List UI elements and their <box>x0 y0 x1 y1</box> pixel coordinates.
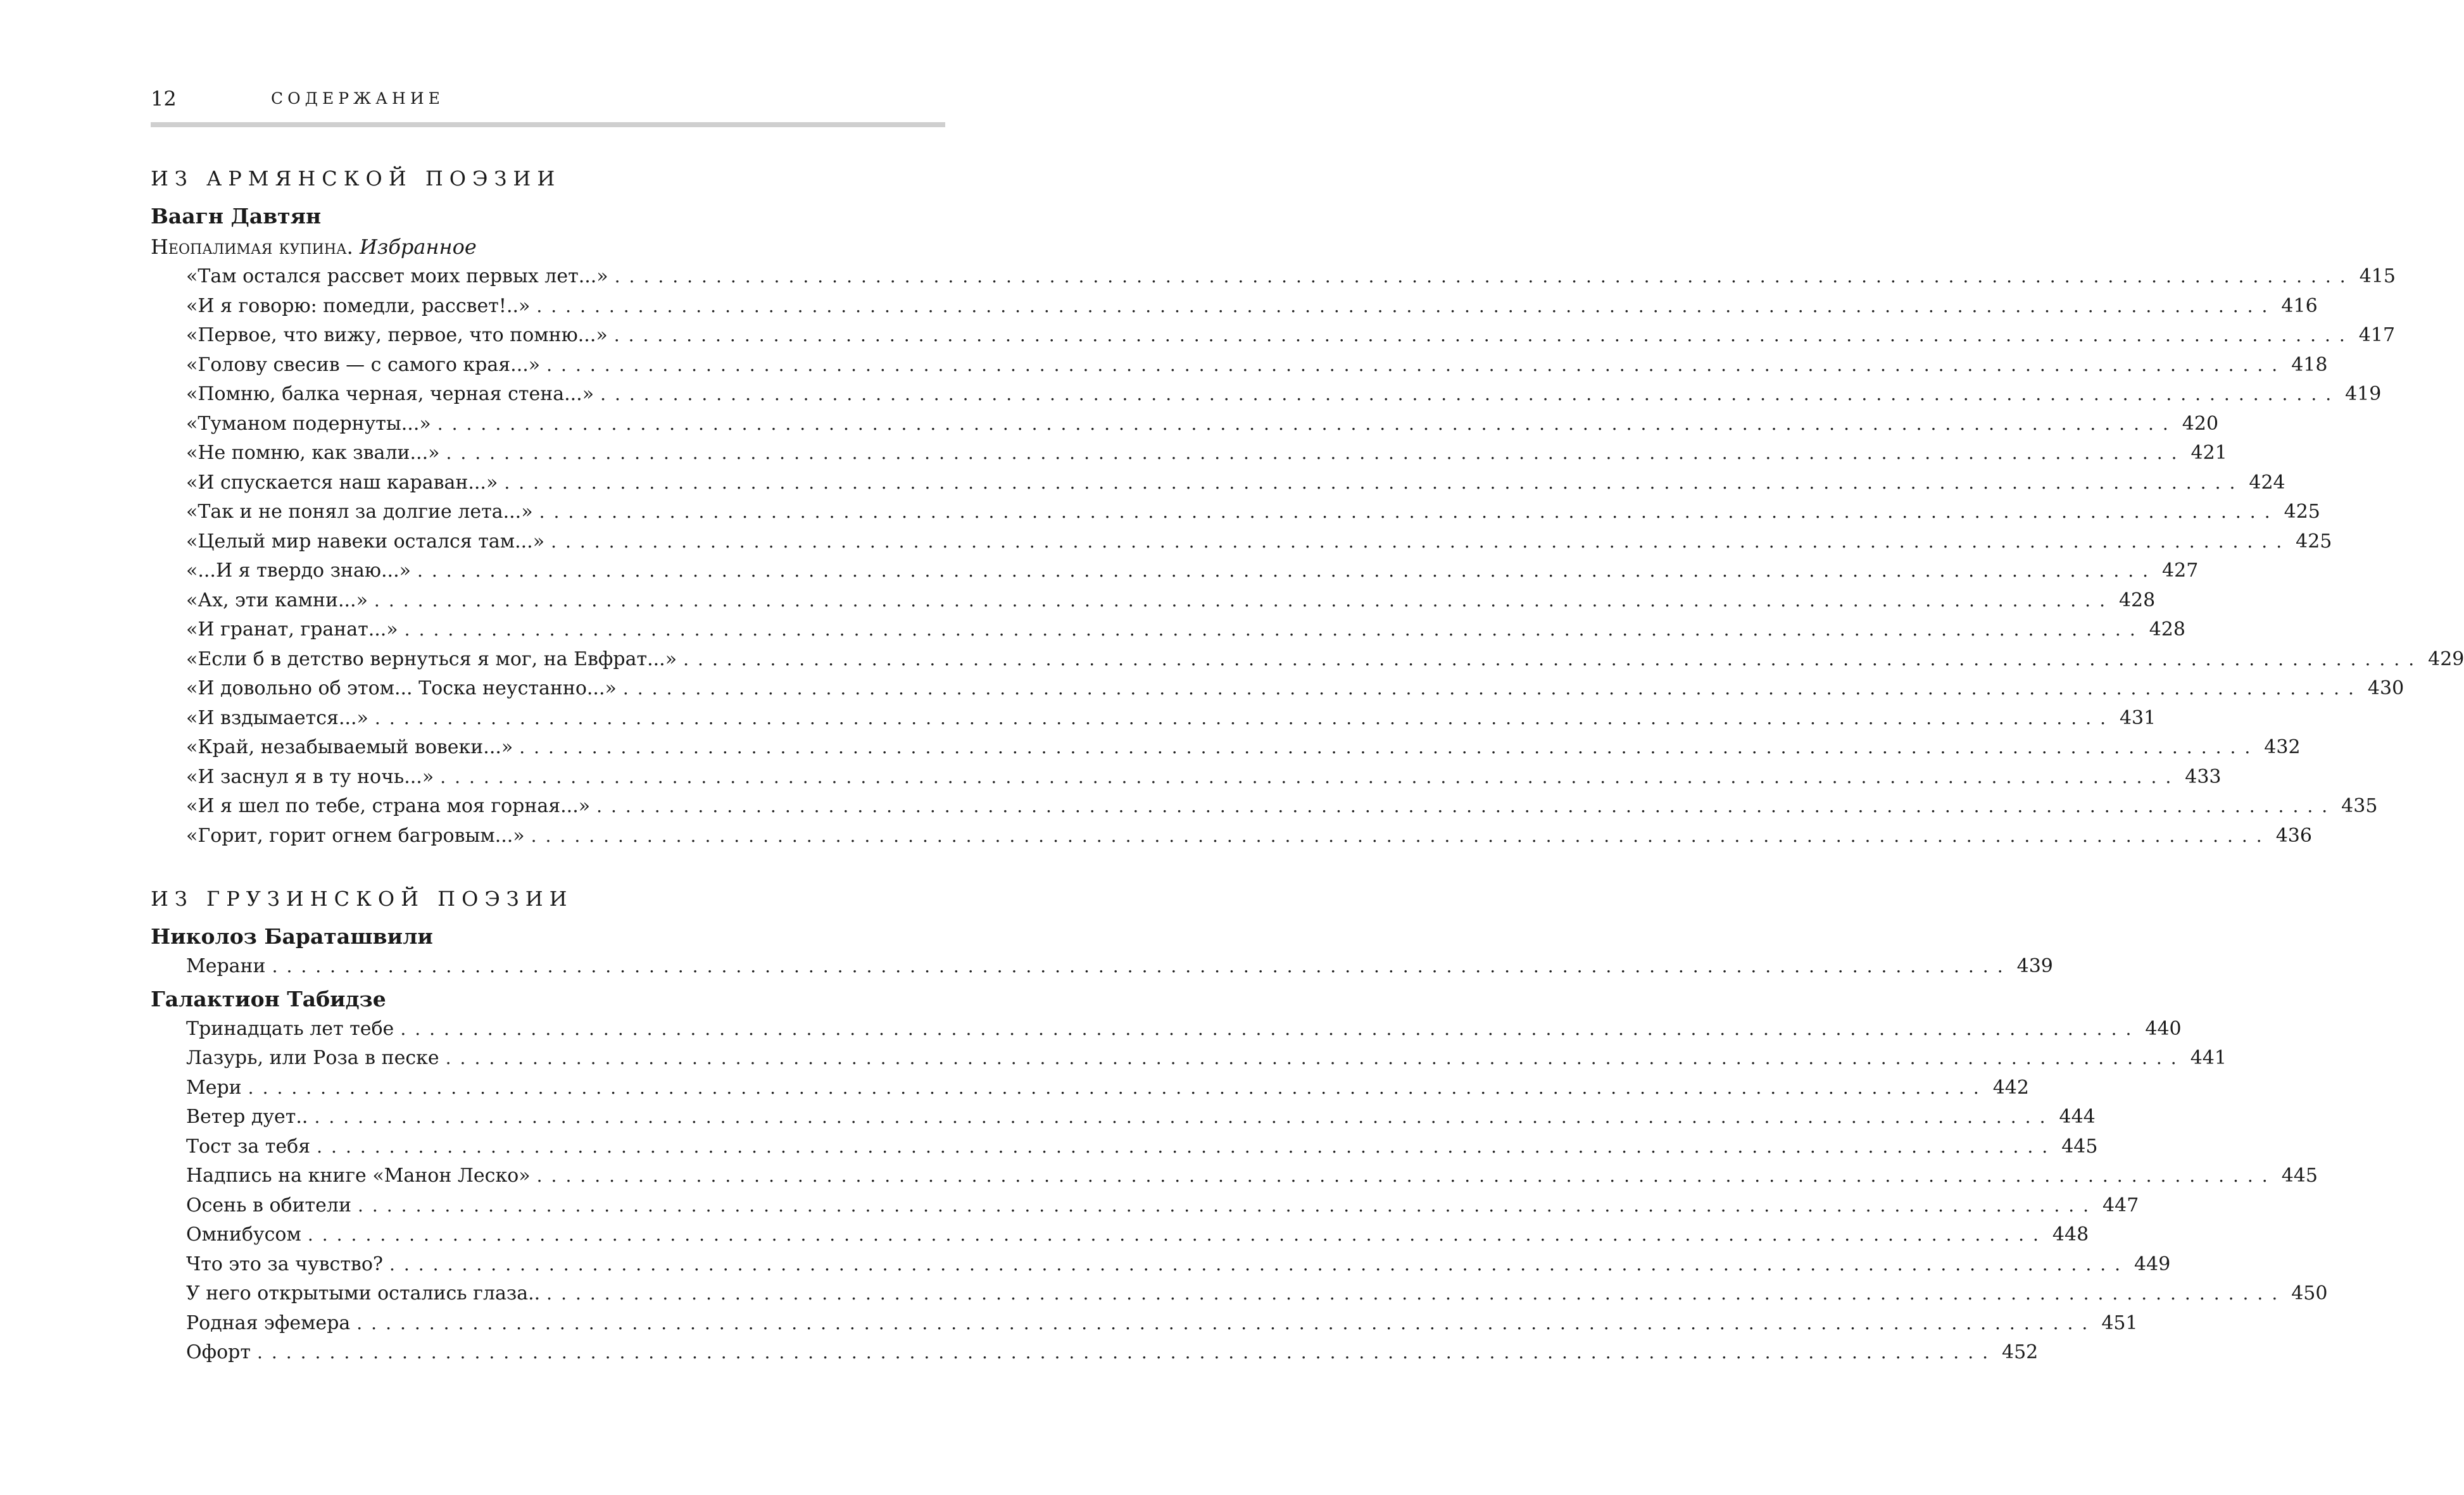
toc-entry <box>151 1103 2096 1132</box>
entry-title: Тост за тебя <box>186 1135 311 1158</box>
entry-page-number: 421 <box>2191 442 2227 464</box>
toc-entry <box>151 704 2156 734</box>
entry-title: Надпись на книге «Манон Леско» <box>186 1165 531 1187</box>
entry-title: «И я шел по тебе, страна моя горная...» <box>186 795 591 817</box>
dot-leader: ........................................................................................................................ <box>531 825 2271 846</box>
entry-page-number: 445 <box>2281 1165 2318 1187</box>
dot-leader: ........................................................................................................................ <box>440 766 2180 787</box>
dot-leader: ........................................................................................................................ <box>356 1312 2097 1334</box>
entry-page-number: 450 <box>2291 1282 2328 1304</box>
entry-title: Мери <box>186 1076 242 1099</box>
toc-entry <box>151 321 2396 351</box>
entry-title: «И я говорю: помедли, рассвет!..» <box>186 294 531 317</box>
entry-page-number: 428 <box>2149 618 2185 641</box>
entry-page-number: 452 <box>2002 1341 2039 1363</box>
entry-title: «Туманом подернуты...» <box>186 412 431 435</box>
dot-leader: ........................................................................................................................ <box>622 678 2363 699</box>
toc-entry <box>151 615 2185 645</box>
dot-leader: ........................................................................................................................ <box>536 295 2277 316</box>
entry-page-number: 449 <box>2134 1253 2171 1275</box>
entry-page-number: 436 <box>2275 824 2312 847</box>
toc-entry <box>151 1250 2171 1280</box>
entry-page-number: 444 <box>2059 1106 2096 1128</box>
entry-title: «И спускается наш караван...» <box>186 471 498 494</box>
toc-entry <box>151 262 2396 292</box>
entry-page-number: 425 <box>2284 501 2320 523</box>
entry-title: «И довольно об этом... Тоска неустанно...» <box>186 677 617 699</box>
section-armenian-poetry <box>151 166 2464 851</box>
dot-leader: ........................................................................................................................ <box>614 266 2354 287</box>
entry-page-number: 441 <box>2190 1047 2227 1069</box>
toc-entry <box>151 527 2332 557</box>
page-header <box>151 86 945 111</box>
entry-title: «Помню, балка черная, черная стена...» <box>186 383 594 405</box>
entry-page-number: 424 <box>2249 471 2285 494</box>
dot-leader: ........................................................................................................................ <box>600 384 2341 404</box>
entry-title: «И гранат, гранат...» <box>186 618 398 641</box>
dot-leader: ........................................................................................................................ <box>307 1224 2047 1245</box>
toc-entry <box>151 1161 2318 1191</box>
entry-page-number: 448 <box>2052 1223 2089 1246</box>
entry-list <box>151 952 2053 982</box>
toc-entry <box>151 763 2222 792</box>
dot-leader: ........................................................................................................................ <box>317 1135 2057 1157</box>
dot-leader: ........................................................................................................................ <box>357 1194 2098 1216</box>
author-name: Галактион Табидзе <box>151 986 386 1011</box>
book-title <box>151 232 945 262</box>
entry-page-number: 427 <box>2162 560 2199 582</box>
toc-entry <box>151 1132 2098 1162</box>
dot-leader: ........................................................................................................................ <box>539 501 2279 522</box>
entry-list <box>151 262 2464 851</box>
entry-page-number: 428 <box>2118 589 2156 611</box>
toc-entry <box>151 952 2053 982</box>
dot-leader: ........................................................................................................................ <box>400 1018 2140 1039</box>
entry-title: «Если б в детство вернуться я мог, на Евфрат...» <box>186 647 677 670</box>
toc-entry <box>151 380 2382 410</box>
entry-page-number: 445 <box>2061 1135 2098 1158</box>
entry-title: «Ах, эти камни...» <box>186 589 368 611</box>
page-number: 12 <box>151 87 177 111</box>
entry-page-number: 419 <box>2345 383 2382 405</box>
section-title: ИЗ АРМЯНСКОЙ ПОЭЗИИ <box>151 166 562 191</box>
toc-entry <box>151 1015 2182 1044</box>
entry-page-number: 417 <box>2358 324 2396 346</box>
book-title-main: Неопалимая купина. <box>151 235 353 259</box>
entry-title: «Так и не понял за долгие лета...» <box>186 501 533 523</box>
entry-title: Родная эфемера <box>186 1311 351 1334</box>
entry-page-number: 440 <box>2145 1017 2182 1040</box>
dot-leader: ........................................................................................................................ <box>551 530 2291 552</box>
entry-title: Ветер дует.. <box>186 1106 308 1128</box>
entry-title: Омнибусом <box>186 1223 301 1246</box>
entry-title: «Край, незабываемый вовеки...» <box>186 736 513 758</box>
toc-entry <box>151 468 2285 498</box>
dot-leader: ........................................................................................................................ <box>272 956 2012 977</box>
toc-entry <box>151 1191 2139 1221</box>
entry-page-number: 447 <box>2103 1194 2139 1217</box>
toc-entry <box>151 410 2219 439</box>
dot-leader: ........................................................................................................................ <box>404 619 2144 640</box>
header-rule <box>151 122 945 127</box>
toc-entry <box>151 556 2199 586</box>
toc-entry <box>151 1073 2029 1103</box>
entry-title: У него открытыми остались глаза.. <box>186 1282 541 1304</box>
toc-entry <box>151 351 2328 380</box>
running-head: СОДЕРЖАНИЕ <box>271 89 444 108</box>
entry-page-number: 416 <box>2281 294 2318 317</box>
entry-title: Тринадцать лет тебе <box>186 1017 394 1040</box>
entry-page-number: 415 <box>2359 265 2396 287</box>
dot-leader: ........................................................................................................................ <box>389 1253 2130 1275</box>
entry-page-number: 435 <box>2341 795 2378 817</box>
dot-leader: ........................................................................................................................ <box>683 648 2423 670</box>
toc-entry <box>151 439 2227 468</box>
dot-leader: ........................................................................................................................ <box>546 1283 2287 1304</box>
author-name: Ваагн Давтян <box>151 204 322 228</box>
entry-title: Офорт <box>186 1341 251 1363</box>
toc-entry <box>151 586 2156 616</box>
entry-page-number: 420 <box>2182 412 2219 435</box>
toc-entry <box>151 645 2464 675</box>
entry-title: Лазурь, или Роза в песке <box>186 1047 439 1069</box>
entry-title: «Не помню, как звали...» <box>186 442 440 464</box>
section-title: ИЗ ГРУЗИНСКОЙ ПОЭЗИИ <box>151 887 574 911</box>
dot-leader: ........................................................................................................................ <box>596 796 2337 816</box>
dot-leader: ........................................................................................................................ <box>437 413 2177 434</box>
dot-leader: ........................................................................................................................ <box>613 325 2354 346</box>
entry-page-number: 429 <box>2428 647 2464 670</box>
toc-entry <box>151 1044 2227 1073</box>
dot-leader: ........................................................................................................................ <box>446 442 2186 463</box>
entry-page-number: 439 <box>2016 955 2053 977</box>
dot-leader: ........................................................................................................................ <box>445 1048 2185 1068</box>
dot-leader: ........................................................................................................................ <box>256 1342 1997 1363</box>
toc-entry <box>151 822 2312 851</box>
entry-page-number: 442 <box>1992 1076 2029 1099</box>
dot-leader: ........................................................................................................................ <box>546 354 2287 375</box>
section-georgian-poetry <box>151 886 2328 1368</box>
toc-entry <box>151 733 2301 763</box>
dot-leader: ........................................................................................................................ <box>504 472 2244 493</box>
entry-title: «Первое, что вижу, первое, что помню...» <box>186 324 608 346</box>
dot-leader: ........................................................................................................................ <box>417 560 2158 581</box>
entry-title: «...И я твердо знаю...» <box>186 560 411 582</box>
entry-title: Осень в обители <box>186 1194 351 1217</box>
entry-page-number: 433 <box>2185 765 2222 788</box>
dot-leader: ........................................................................................................................ <box>374 707 2115 729</box>
entry-title: Мерани <box>186 955 266 977</box>
toc-page <box>151 0 2464 1495</box>
toc-entry <box>151 497 2320 527</box>
entry-page-number: 430 <box>2367 677 2404 699</box>
toc-entry <box>151 674 2404 704</box>
dot-leader: ........................................................................................................................ <box>374 589 2114 611</box>
entry-title: «Голову свесив — с самого края...» <box>186 353 541 376</box>
dot-leader: ........................................................................................................................ <box>314 1106 2054 1127</box>
book-subtitle: Избранное <box>360 235 477 259</box>
entry-title: «И вздымается...» <box>186 706 368 729</box>
dot-leader: ........................................................................................................................ <box>248 1077 1988 1098</box>
toc-entry <box>151 1338 2039 1368</box>
author-name: Николоз Бараташвили <box>151 924 433 949</box>
entry-page-number: 425 <box>2296 530 2332 553</box>
dot-leader: ........................................................................................................................ <box>519 737 2260 758</box>
toc-entry <box>151 1220 2089 1250</box>
entry-title: «Целый мир навеки остался там...» <box>186 530 545 553</box>
dot-leader: ........................................................................................................................ <box>536 1165 2277 1186</box>
entry-page-number: 432 <box>2264 736 2301 758</box>
entry-title: «И заснул я в ту ночь...» <box>186 765 434 788</box>
toc-entry <box>151 1279 2328 1309</box>
toc-entry <box>151 1309 2138 1339</box>
toc-entry <box>151 792 2378 822</box>
toc-entry <box>151 292 2318 322</box>
entry-title: «Горит, горит огнем багровым...» <box>186 824 525 847</box>
entry-list <box>151 1015 2328 1368</box>
entry-title: «Там остался рассвет моих первых лет...» <box>186 265 608 287</box>
entry-page-number: 431 <box>2119 706 2156 729</box>
entry-page-number: 418 <box>2291 353 2328 376</box>
entry-page-number: 451 <box>2101 1311 2138 1334</box>
entry-title: Что это за чувство? <box>186 1253 383 1275</box>
